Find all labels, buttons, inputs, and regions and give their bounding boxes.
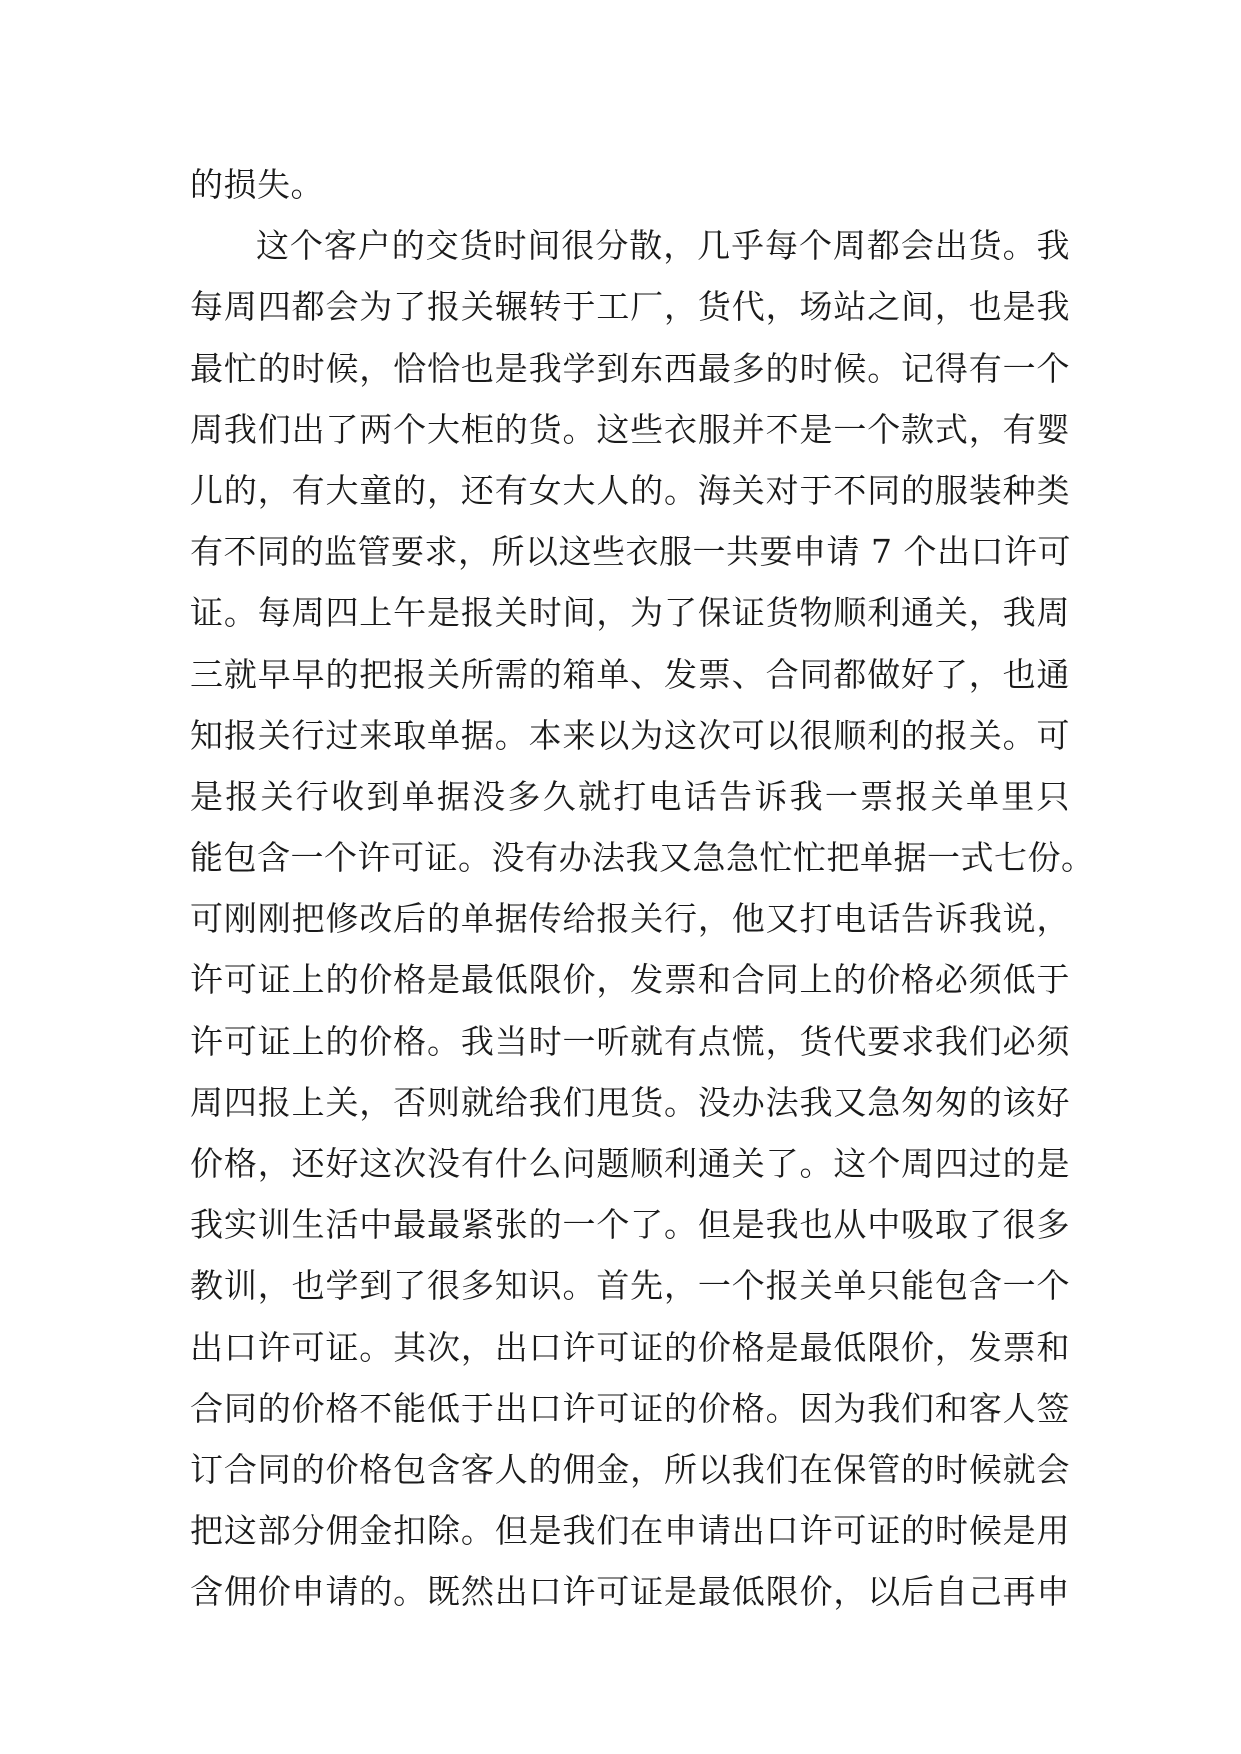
text-line: 三就早早的把报关所需的箱单、发票、合同都做好了，也通 — [190, 654, 1070, 694]
text-line: 最忙的时候，恰恰也是我学到东西最多的时候。记得有一个 — [190, 348, 1070, 388]
text-line: 教训，也学到了很多知识。首先，一个报关单只能包含一个 — [190, 1266, 1070, 1306]
text-line: 出口许可证。其次，出口许可证的价格是最低限价，发票和 — [190, 1327, 1070, 1367]
text-line: 把这部分佣金扣除。但是我们在申请出口许可证的时候是用 — [190, 1511, 1070, 1551]
body-text — [190, 154, 1095, 1623]
text-line: 含佣价申请的。既然出口许可证是最低限价，以后自己再申 — [190, 1572, 1070, 1612]
text-line: 这个客户的交货时间很分散，几乎每个周都会出货。我 — [256, 226, 1070, 266]
text-line: 是报关行收到单据没多久就打电话告诉我一票报关单里只 — [190, 776, 1070, 816]
text-line: 能包含一个许可证。没有办法我又急急忙忙把单据一式七份。 — [190, 838, 1095, 878]
text-line: 可刚刚把修改后的单据传给报关行，他又打电话告诉我说， — [190, 899, 1070, 939]
text-line: 知报关行过来取单据。本来以为这次可以很顺利的报关。可 — [190, 715, 1070, 755]
text-line: 每周四都会为了报关辗转于工厂，货代，场站之间，也是我 — [190, 287, 1070, 327]
text-line: 许可证上的价格。我当时一听就有点慌，货代要求我们必须 — [190, 1021, 1070, 1061]
text-line: 价格，还好这次没有什么问题顺利通关了。这个周四过的是 — [190, 1144, 1070, 1183]
text-line: 证。每周四上午是报关时间，为了保证货物顺利通关，我周 — [190, 593, 1070, 633]
text-line: 周我们出了两个大柜的货。这些衣服并不是一个款式，有婴 — [190, 409, 1070, 449]
text-line: 合同的价格不能低于出口许可证的价格。因为我们和客人签 — [190, 1388, 1070, 1428]
text-line: 儿的，有大童的，还有女大人的。海关对于不同的服装种类 — [190, 470, 1070, 510]
text-line: 我实训生活中最最紧张的一个了。但是我也从中吸取了很多 — [190, 1205, 1070, 1245]
text-line: 许可证上的价格是最低限价，发票和合同上的价格必须低于 — [190, 960, 1070, 1000]
text-line: 有不同的监管要求，所以这些衣服一共要申请 7 个出口许可 — [190, 532, 1071, 572]
text-line: 订合同的价格包含客人的佣金，所以我们在保管的时候就会 — [190, 1449, 1070, 1489]
text-line: 的损失。 — [190, 165, 324, 204]
text-line: 周四报上关，否则就给我们甩货。没办法我又急匆匆的该好 — [190, 1082, 1070, 1122]
